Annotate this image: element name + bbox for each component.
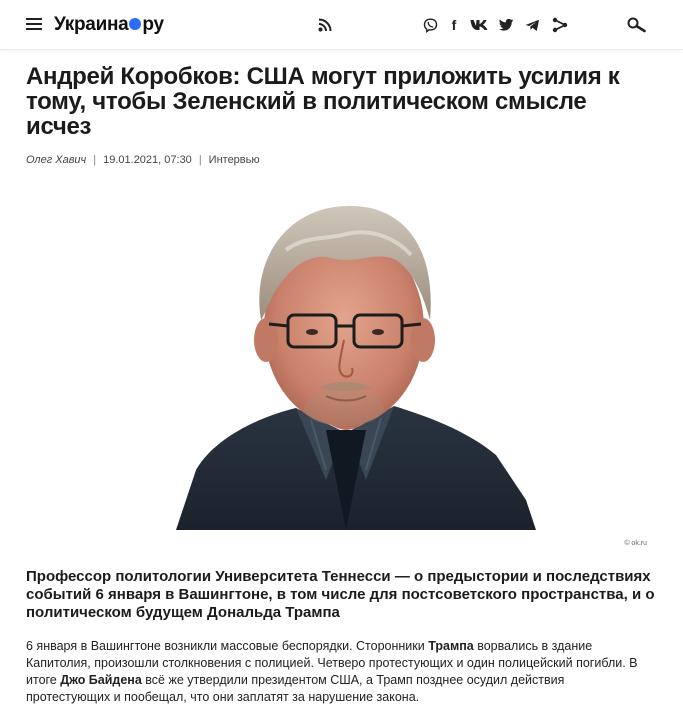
article-meta — [26, 154, 260, 166]
site-header — [0, 0, 683, 50]
body-text-part: всё же утвердили президентом США, а Трамп позднее осудил действия протестующих и пообещал, что они заплатят за нарушение закона. — [26, 673, 565, 704]
article-author[interactable]: Олег Хавич — [26, 154, 87, 166]
article-category[interactable]: Интервью — [208, 154, 260, 166]
facebook-glyph: f — [451, 17, 457, 33]
facebook-icon[interactable] — [444, 15, 464, 35]
article-lead: Профессор политологии Университета Теннесси — о предыстории и последствиях событий 6 января в Вашингтоне, в том числе для постсоветского пространства, и о политическом будущем Дональда Трампа — [26, 568, 655, 621]
menu-icon[interactable] — [26, 18, 42, 30]
body-link-trump[interactable]: Трампа — [428, 639, 474, 653]
telegram-icon[interactable] — [522, 15, 542, 35]
logo-dot-icon — [129, 18, 141, 30]
meta-separator: | — [198, 154, 202, 166]
logo-suffix: ру — [142, 14, 164, 35]
twitter-icon[interactable] — [496, 15, 516, 35]
site-logo[interactable] — [54, 13, 164, 37]
body-link-biden[interactable]: Джо Байдена — [60, 673, 142, 687]
body-text-part: ворвались в здание Капитолия, произошли столкновения с полицией. Четверо протестующих и один полицейский погибли. В итоге — [26, 639, 638, 687]
article-date: 19.01.2021, 07:30 — [103, 154, 192, 166]
article-title: Андрей Коробков: США могут приложить усилия к тому, чтобы Зеленский в политическом смысле исчез — [26, 63, 620, 140]
photo-credit: © ok.ru — [624, 540, 647, 547]
article-photo — [26, 180, 656, 530]
viber-icon[interactable] — [420, 15, 440, 35]
logo-text: Украина — [54, 14, 129, 35]
portrait-illustration — [26, 180, 656, 530]
article-body-paragraph — [26, 638, 646, 706]
body-text-part: 6 января в Вашингтоне возникли массовые беспорядки. Сторонники — [26, 639, 429, 653]
rss-icon[interactable] — [315, 15, 335, 35]
search-icon[interactable] — [626, 15, 648, 35]
share-icon[interactable] — [550, 15, 570, 35]
vk-icon[interactable] — [468, 15, 490, 35]
meta-separator: | — [93, 154, 97, 166]
